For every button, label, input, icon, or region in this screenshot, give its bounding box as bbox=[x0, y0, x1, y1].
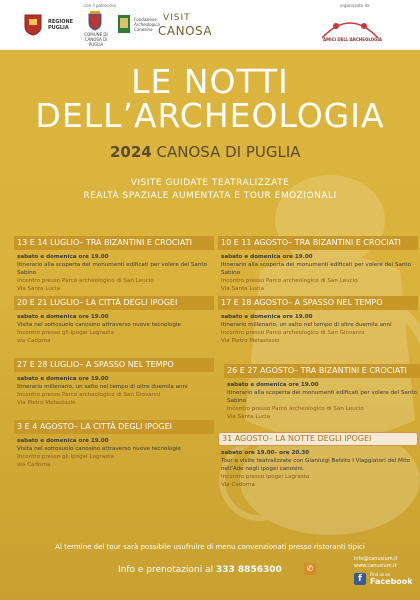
organizer-small-label: organizzato da bbox=[340, 3, 370, 8]
event-description: Itinerario millenario, un salto nel tempo di oltre duemila anni bbox=[17, 384, 188, 390]
regione-puglia-logo bbox=[24, 14, 42, 36]
event-card bbox=[14, 296, 214, 345]
comune-canosa-crest bbox=[88, 11, 102, 31]
edition-subtitle bbox=[110, 143, 301, 161]
organizer-name: AMICI DELL'ARCHEOLOGIA bbox=[323, 37, 383, 42]
event-location: Incontro presso gli Ipogei Lagrasta bbox=[17, 330, 114, 336]
edition-year: 2024 bbox=[110, 143, 152, 161]
edition-city: CANOSA DI PUGLIA bbox=[156, 143, 301, 161]
event-description: Itinerario alla scoperta dei monumenti edificati per volere del Santo Sabino bbox=[17, 262, 208, 276]
fondazione-label: Fondazione Archeologica Canosina bbox=[134, 17, 160, 32]
phone-number[interactable]: 333 8856300 bbox=[216, 565, 282, 575]
event-schedule: sabato e domenica ore 19.00 bbox=[17, 438, 109, 444]
visit-label: VISIT bbox=[163, 13, 191, 23]
event-card bbox=[14, 358, 214, 407]
event-address: Via Santa Lucia bbox=[227, 414, 271, 420]
footer-note: Al termine del tour sarà possibile usufruire di menu convenzionati presso ristoranti tipici bbox=[55, 543, 365, 551]
patrocinio-label: con il patrocinio bbox=[84, 3, 116, 8]
title-line-1: LE NOTTI bbox=[131, 62, 289, 101]
event-address: Via Pietro Metastasio bbox=[17, 400, 76, 406]
event-location: Incontro presso gli Ipogei Lagrasta bbox=[17, 454, 114, 460]
event-card bbox=[218, 236, 418, 293]
event-schedule: sabato e domenica ore 19.00 bbox=[17, 254, 109, 260]
event-card-highlight bbox=[218, 432, 418, 489]
facebook-label: Facebook bbox=[370, 577, 413, 586]
tagline-line-2: REALTÀ SPAZIALE AUMENTATA E TOUR EMOZIONALI bbox=[83, 191, 337, 201]
event-description: Visita nel sottosuolo canosino attraverso nuove tecnologie bbox=[17, 322, 181, 328]
event-title: 3 E 4 AGOSTO– LA CITTÀ DEGLI IPOGEI bbox=[14, 420, 214, 434]
event-schedule: sabato e domenica ore 19.00 bbox=[17, 376, 109, 382]
event-title: 31 AGOSTO– LA NOTTE DEGLI IPOGEI bbox=[218, 432, 418, 446]
event-location: Incontro presso Parco archeologico di San Giovanni bbox=[221, 330, 365, 336]
statue-illustration bbox=[200, 150, 420, 550]
website-link[interactable]: www.canusium.it bbox=[354, 563, 397, 569]
facebook-icon: f bbox=[354, 573, 366, 585]
event-location: Incontro presso Ipogei Lagrasta bbox=[221, 474, 310, 480]
logo-strip bbox=[0, 0, 420, 50]
contact-block bbox=[354, 556, 414, 586]
canosa-label: CANOSA bbox=[158, 24, 213, 38]
event-schedule: sabato ore 19.00– ore 20.30 bbox=[221, 450, 310, 456]
event-card bbox=[14, 420, 214, 469]
email-link[interactable]: info@canusium.it bbox=[354, 556, 398, 562]
info-line bbox=[118, 565, 282, 575]
event-title: 20 E 21 LUGLIO– LA CITTÀ DEGLI IPOGEI bbox=[14, 296, 214, 310]
event-address: via Cadorna bbox=[17, 338, 51, 344]
facebook-small-label: Find us on bbox=[370, 572, 391, 577]
event-title: 27 E 28 LUGLIO– A SPASSO NEL TEMPO bbox=[14, 358, 214, 372]
event-description: Itinerario alla scoperta dei monumenti edificati per volere del Santo Sabino bbox=[227, 390, 418, 404]
event-address: Via Santa Lucia bbox=[221, 286, 265, 292]
event-card bbox=[14, 236, 214, 293]
event-title: 26 E 27 AGOSTO– TRA BIZANTINI E CROCIATI bbox=[224, 364, 420, 378]
event-card bbox=[224, 364, 420, 421]
event-schedule: sabato e domenica ore 19.00 bbox=[227, 382, 319, 388]
event-address: Via Cadorna bbox=[221, 482, 255, 488]
title-line-2: DELL’ARCHEOLOGIA bbox=[35, 96, 385, 135]
event-schedule: sabato e domenica ore 19.00 bbox=[221, 314, 313, 320]
event-schedule: sabato e domenica ore 19.00 bbox=[17, 314, 109, 320]
event-location: Incontro presso Parco archeologico di San Giovanni bbox=[17, 392, 161, 398]
event-location: Incontro presso Parco archeologico di San Leucio bbox=[221, 278, 358, 284]
info-label: Info e prenotazioni al bbox=[118, 565, 214, 575]
phone-icon: ✆ bbox=[304, 563, 316, 575]
event-title: 13 E 14 LUGLIO– TRA BIZANTINI E CROCIATI bbox=[14, 236, 214, 250]
comune-label: COMUNE DI CANOSA DI PUGLIA bbox=[84, 32, 108, 47]
tagline-line-1: VISITE GUIDATE TEATRALIZZATE bbox=[130, 178, 290, 188]
facebook-badge[interactable] bbox=[354, 572, 414, 586]
event-location: Incontro presso Parco archeologico di San Leucio bbox=[227, 406, 364, 412]
event-address: via Cadorna bbox=[17, 462, 51, 468]
event-description: Tour e visite teatralizzate con Gianluigi Belsito I Viaggiatori del Mito nell’Ade negli ipogei canosini. bbox=[221, 458, 410, 472]
event-title: 10 E 11 AGOSTO– TRA BIZANTINI E CROCIATI bbox=[218, 236, 418, 250]
event-location: Incontro presso Parco archeologico di San Leucio bbox=[17, 278, 154, 284]
event-title: 17 E 18 AGOSTO– A SPASSO NEL TEMPO bbox=[218, 296, 418, 310]
event-schedule: sabato e domenica ore 19.00 bbox=[221, 254, 313, 260]
event-address: Via Santa Lucia bbox=[17, 286, 61, 292]
regione-label: REGIONE PUGLIA bbox=[48, 19, 74, 31]
event-description: Visita nel sottosuolo canosino attraverso nuove tecnologie bbox=[17, 446, 181, 452]
event-card bbox=[218, 296, 418, 345]
event-description: Itinerario millenario, un salto nel tempo di oltre duemila anni bbox=[221, 322, 392, 328]
event-address: Via Pietro Metastasio bbox=[221, 338, 280, 344]
fondazione-logo bbox=[117, 14, 131, 34]
event-description: Itinerario alla scoperta dei monumenti edificati per volere del Santo Sabino bbox=[221, 262, 412, 276]
